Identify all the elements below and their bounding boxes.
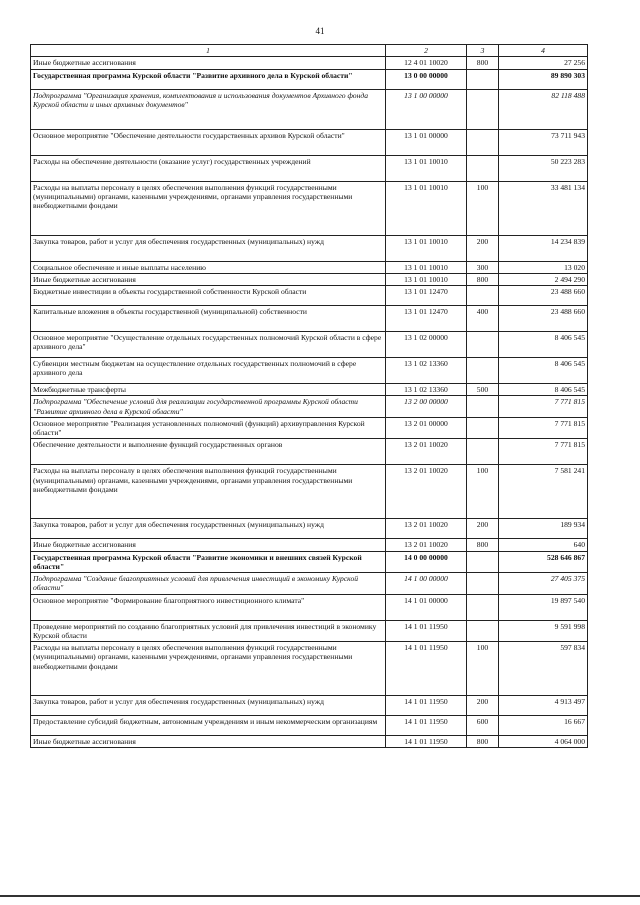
- row-kind-cell: [467, 129, 499, 155]
- table-header-row: [31, 45, 588, 57]
- table-row: [31, 261, 588, 273]
- row-code-cell: 13 1 01 10010: [386, 261, 467, 273]
- row-name-cell: Основное мероприятие "Формирование благоприятного инвестиционного климата": [31, 594, 386, 620]
- row-sum-cell: 27 405 375: [499, 573, 588, 595]
- row-kind-cell: 200: [467, 696, 499, 716]
- row-sum-cell: 640: [499, 539, 588, 551]
- row-code-cell: 14 1 01 11950: [386, 716, 467, 736]
- row-kind-cell: [467, 286, 499, 306]
- row-code-cell: 13 2 01 10020: [386, 539, 467, 551]
- row-sum-cell: 89 890 303: [499, 69, 588, 89]
- row-code-cell: 13 1 00 00000: [386, 89, 467, 129]
- row-kind-cell: 800: [467, 273, 499, 285]
- table-row: [31, 89, 588, 129]
- row-name-cell: Социальное обеспечение и иные выплаты населению: [31, 261, 386, 273]
- row-sum-cell: 16 667: [499, 716, 588, 736]
- row-name-cell: Проведение мероприятий по созданию благоприятных условий для привлечения инвестиций в экономику Курской области: [31, 620, 386, 642]
- row-code-cell: 14 1 01 00000: [386, 594, 467, 620]
- row-kind-cell: 400: [467, 306, 499, 332]
- row-code-cell: 13 1 01 10010: [386, 235, 467, 261]
- table-row: [31, 286, 588, 306]
- table-row: [31, 519, 588, 539]
- row-code-cell: 13 1 01 10010: [386, 181, 467, 235]
- row-kind-cell: 100: [467, 465, 499, 519]
- row-sum-cell: 4 064 000: [499, 736, 588, 748]
- table-row: [31, 620, 588, 642]
- row-sum-cell: 13 020: [499, 261, 588, 273]
- row-kind-cell: [467, 620, 499, 642]
- row-sum-cell: 7 771 815: [499, 439, 588, 465]
- table-row: [31, 439, 588, 465]
- row-sum-cell: 8 406 545: [499, 332, 588, 358]
- row-sum-cell: 73 711 943: [499, 129, 588, 155]
- row-name-cell: Межбюджетные трансферты: [31, 384, 386, 396]
- table-row: [31, 539, 588, 551]
- row-name-cell: Государственная программа Курской области "Развитие архивного дела в Курской области": [31, 69, 386, 89]
- row-name-cell: Обеспечение деятельности и выполнение функций государственных органов: [31, 439, 386, 465]
- row-name-cell: Основное мероприятие "Реализация установленных полномочий (функций) архивуправления Курской области": [31, 417, 386, 439]
- table-row: [31, 573, 588, 595]
- row-name-cell: Расходы на выплаты персоналу в целях обеспечения выполнения функций государственными (муниципальными) органами, казенными учреждениями, органами управления государственными внебюджетными фондами: [31, 181, 386, 235]
- row-name-cell: Расходы на выплаты персоналу в целях обеспечения выполнения функций государственными (муниципальными) органами, казенными учреждениями, органами управления государственными внебюджетными фондами: [31, 465, 386, 519]
- row-sum-cell: 19 897 540: [499, 594, 588, 620]
- row-kind-cell: [467, 551, 499, 573]
- row-kind-cell: 800: [467, 539, 499, 551]
- header-col-1: 1: [31, 45, 386, 57]
- table-row: [31, 716, 588, 736]
- row-code-cell: 13 1 01 10010: [386, 273, 467, 285]
- row-sum-cell: 50 223 283: [499, 155, 588, 181]
- table-row: [31, 551, 588, 573]
- page-number: 41: [315, 26, 325, 36]
- row-kind-cell: 800: [467, 736, 499, 748]
- row-name-cell: Расходы на обеспечение деятельности (оказание услуг) государственных учреждений: [31, 155, 386, 181]
- row-kind-cell: [467, 573, 499, 595]
- row-code-cell: 12 4 01 10020: [386, 57, 467, 69]
- row-code-cell: 13 1 01 12470: [386, 286, 467, 306]
- row-kind-cell: 600: [467, 716, 499, 736]
- row-kind-cell: 500: [467, 384, 499, 396]
- row-kind-cell: [467, 69, 499, 89]
- row-name-cell: Подпрограмма "Обеспечение условий для реализации государственной программы Курской области "Развитие архивного дела в Курской области": [31, 396, 386, 418]
- header-col-3: 3: [467, 45, 499, 57]
- row-sum-cell: 189 934: [499, 519, 588, 539]
- table-row: [31, 57, 588, 69]
- table-row: [31, 396, 588, 418]
- row-kind-cell: [467, 396, 499, 418]
- table-row: [31, 696, 588, 716]
- row-code-cell: 13 0 00 00000: [386, 69, 467, 89]
- header-col-2: 2: [386, 45, 467, 57]
- row-sum-cell: 7 771 815: [499, 396, 588, 418]
- row-sum-cell: 4 913 497: [499, 696, 588, 716]
- row-name-cell: Субвенции местным бюджетам на осуществление отдельных государственных полномочий в сфере архивного дела: [31, 358, 386, 384]
- table-row: [31, 384, 588, 396]
- row-name-cell: Основное мероприятие "Обеспечение деятельности государственных архивов Курской области": [31, 129, 386, 155]
- row-name-cell: Подпрограмма "Организация хранения, комплектования и использования документов Архивного фонда Курской области и иных архивных документов": [31, 89, 386, 129]
- table-row: [31, 181, 588, 235]
- row-name-cell: Закупка товаров, работ и услуг для обеспечения государственных (муниципальных) нужд: [31, 519, 386, 539]
- row-kind-cell: 800: [467, 57, 499, 69]
- table-row: [31, 594, 588, 620]
- row-sum-cell: 528 646 867: [499, 551, 588, 573]
- table-row: [31, 417, 588, 439]
- row-sum-cell: 2 494 290: [499, 273, 588, 285]
- row-name-cell: Иные бюджетные ассигнования: [31, 539, 386, 551]
- row-kind-cell: 100: [467, 181, 499, 235]
- table-body: [31, 57, 588, 748]
- table-row: [31, 465, 588, 519]
- table-row: [31, 155, 588, 181]
- row-name-cell: Закупка товаров, работ и услуг для обеспечения государственных (муниципальных) нужд: [31, 235, 386, 261]
- row-code-cell: 13 1 01 10010: [386, 155, 467, 181]
- row-sum-cell: 33 481 134: [499, 181, 588, 235]
- row-sum-cell: 7 771 815: [499, 417, 588, 439]
- table-row: [31, 736, 588, 748]
- row-code-cell: 13 1 01 12470: [386, 306, 467, 332]
- row-name-cell: Расходы на выплаты персоналу в целях обеспечения выполнения функций государственными (муниципальными) органами, казенными учреждениями, органами управления государственными внебюджетными фондами: [31, 642, 386, 696]
- row-name-cell: Капитальные вложения в объекты государственной (муниципальной) собственности: [31, 306, 386, 332]
- row-sum-cell: 9 591 998: [499, 620, 588, 642]
- row-sum-cell: 82 118 488: [499, 89, 588, 129]
- row-code-cell: 13 1 02 13360: [386, 384, 467, 396]
- row-name-cell: Закупка товаров, работ и услуг для обеспечения государственных (муниципальных) нужд: [31, 696, 386, 716]
- row-kind-cell: 200: [467, 235, 499, 261]
- row-kind-cell: [467, 89, 499, 129]
- row-sum-cell: 14 234 839: [499, 235, 588, 261]
- row-code-cell: 14 1 00 00000: [386, 573, 467, 595]
- row-code-cell: 13 1 02 00000: [386, 332, 467, 358]
- row-code-cell: 13 2 01 10020: [386, 465, 467, 519]
- row-kind-cell: 100: [467, 642, 499, 696]
- budget-table: [30, 44, 588, 748]
- row-code-cell: 14 1 01 11950: [386, 696, 467, 716]
- table-row: [31, 235, 588, 261]
- row-kind-cell: [467, 417, 499, 439]
- row-code-cell: 13 2 01 10020: [386, 439, 467, 465]
- row-code-cell: 13 2 01 00000: [386, 417, 467, 439]
- row-name-cell: Иные бюджетные ассигнования: [31, 736, 386, 748]
- row-name-cell: Бюджетные инвестиции в объекты государственной собственности Курской области: [31, 286, 386, 306]
- row-code-cell: 13 2 01 10020: [386, 519, 467, 539]
- header-col-4: 4: [499, 45, 588, 57]
- row-kind-cell: [467, 358, 499, 384]
- table-row: [31, 642, 588, 696]
- row-code-cell: 13 1 01 00000: [386, 129, 467, 155]
- row-sum-cell: 23 488 660: [499, 286, 588, 306]
- row-name-cell: Предоставление субсидий бюджетным, автономным учреждениям и иным некоммерческим организациям: [31, 716, 386, 736]
- table-row: [31, 129, 588, 155]
- row-code-cell: 13 1 02 13360: [386, 358, 467, 384]
- row-kind-cell: 300: [467, 261, 499, 273]
- row-sum-cell: 597 834: [499, 642, 588, 696]
- row-code-cell: 14 1 01 11950: [386, 642, 467, 696]
- row-name-cell: Подпрограмма "Создание благоприятных условий для привлечения инвестиций в экономику Курской области": [31, 573, 386, 595]
- table-row: [31, 332, 588, 358]
- table-row: [31, 306, 588, 332]
- table-row: [31, 69, 588, 89]
- row-sum-cell: 7 581 241: [499, 465, 588, 519]
- row-sum-cell: 8 406 545: [499, 384, 588, 396]
- table-row: [31, 358, 588, 384]
- row-kind-cell: [467, 594, 499, 620]
- row-name-cell: Иные бюджетные ассигнования: [31, 57, 386, 69]
- table-row: [31, 273, 588, 285]
- row-kind-cell: [467, 332, 499, 358]
- row-sum-cell: 8 406 545: [499, 358, 588, 384]
- row-code-cell: 14 1 01 11950: [386, 736, 467, 748]
- row-sum-cell: 27 256: [499, 57, 588, 69]
- row-code-cell: 13 2 00 00000: [386, 396, 467, 418]
- row-name-cell: Государственная программа Курской области "Развитие экономики и внешних связей Курской области": [31, 551, 386, 573]
- row-code-cell: 14 1 01 11950: [386, 620, 467, 642]
- row-kind-cell: 200: [467, 519, 499, 539]
- row-kind-cell: [467, 439, 499, 465]
- row-name-cell: Основное мероприятие "Осуществление отдельных государственных полномочий Курской области в сфере архивного дела": [31, 332, 386, 358]
- row-sum-cell: 23 488 660: [499, 306, 588, 332]
- row-kind-cell: [467, 155, 499, 181]
- row-code-cell: 14 0 00 00000: [386, 551, 467, 573]
- row-name-cell: Иные бюджетные ассигнования: [31, 273, 386, 285]
- bottom-rule: [0, 895, 640, 897]
